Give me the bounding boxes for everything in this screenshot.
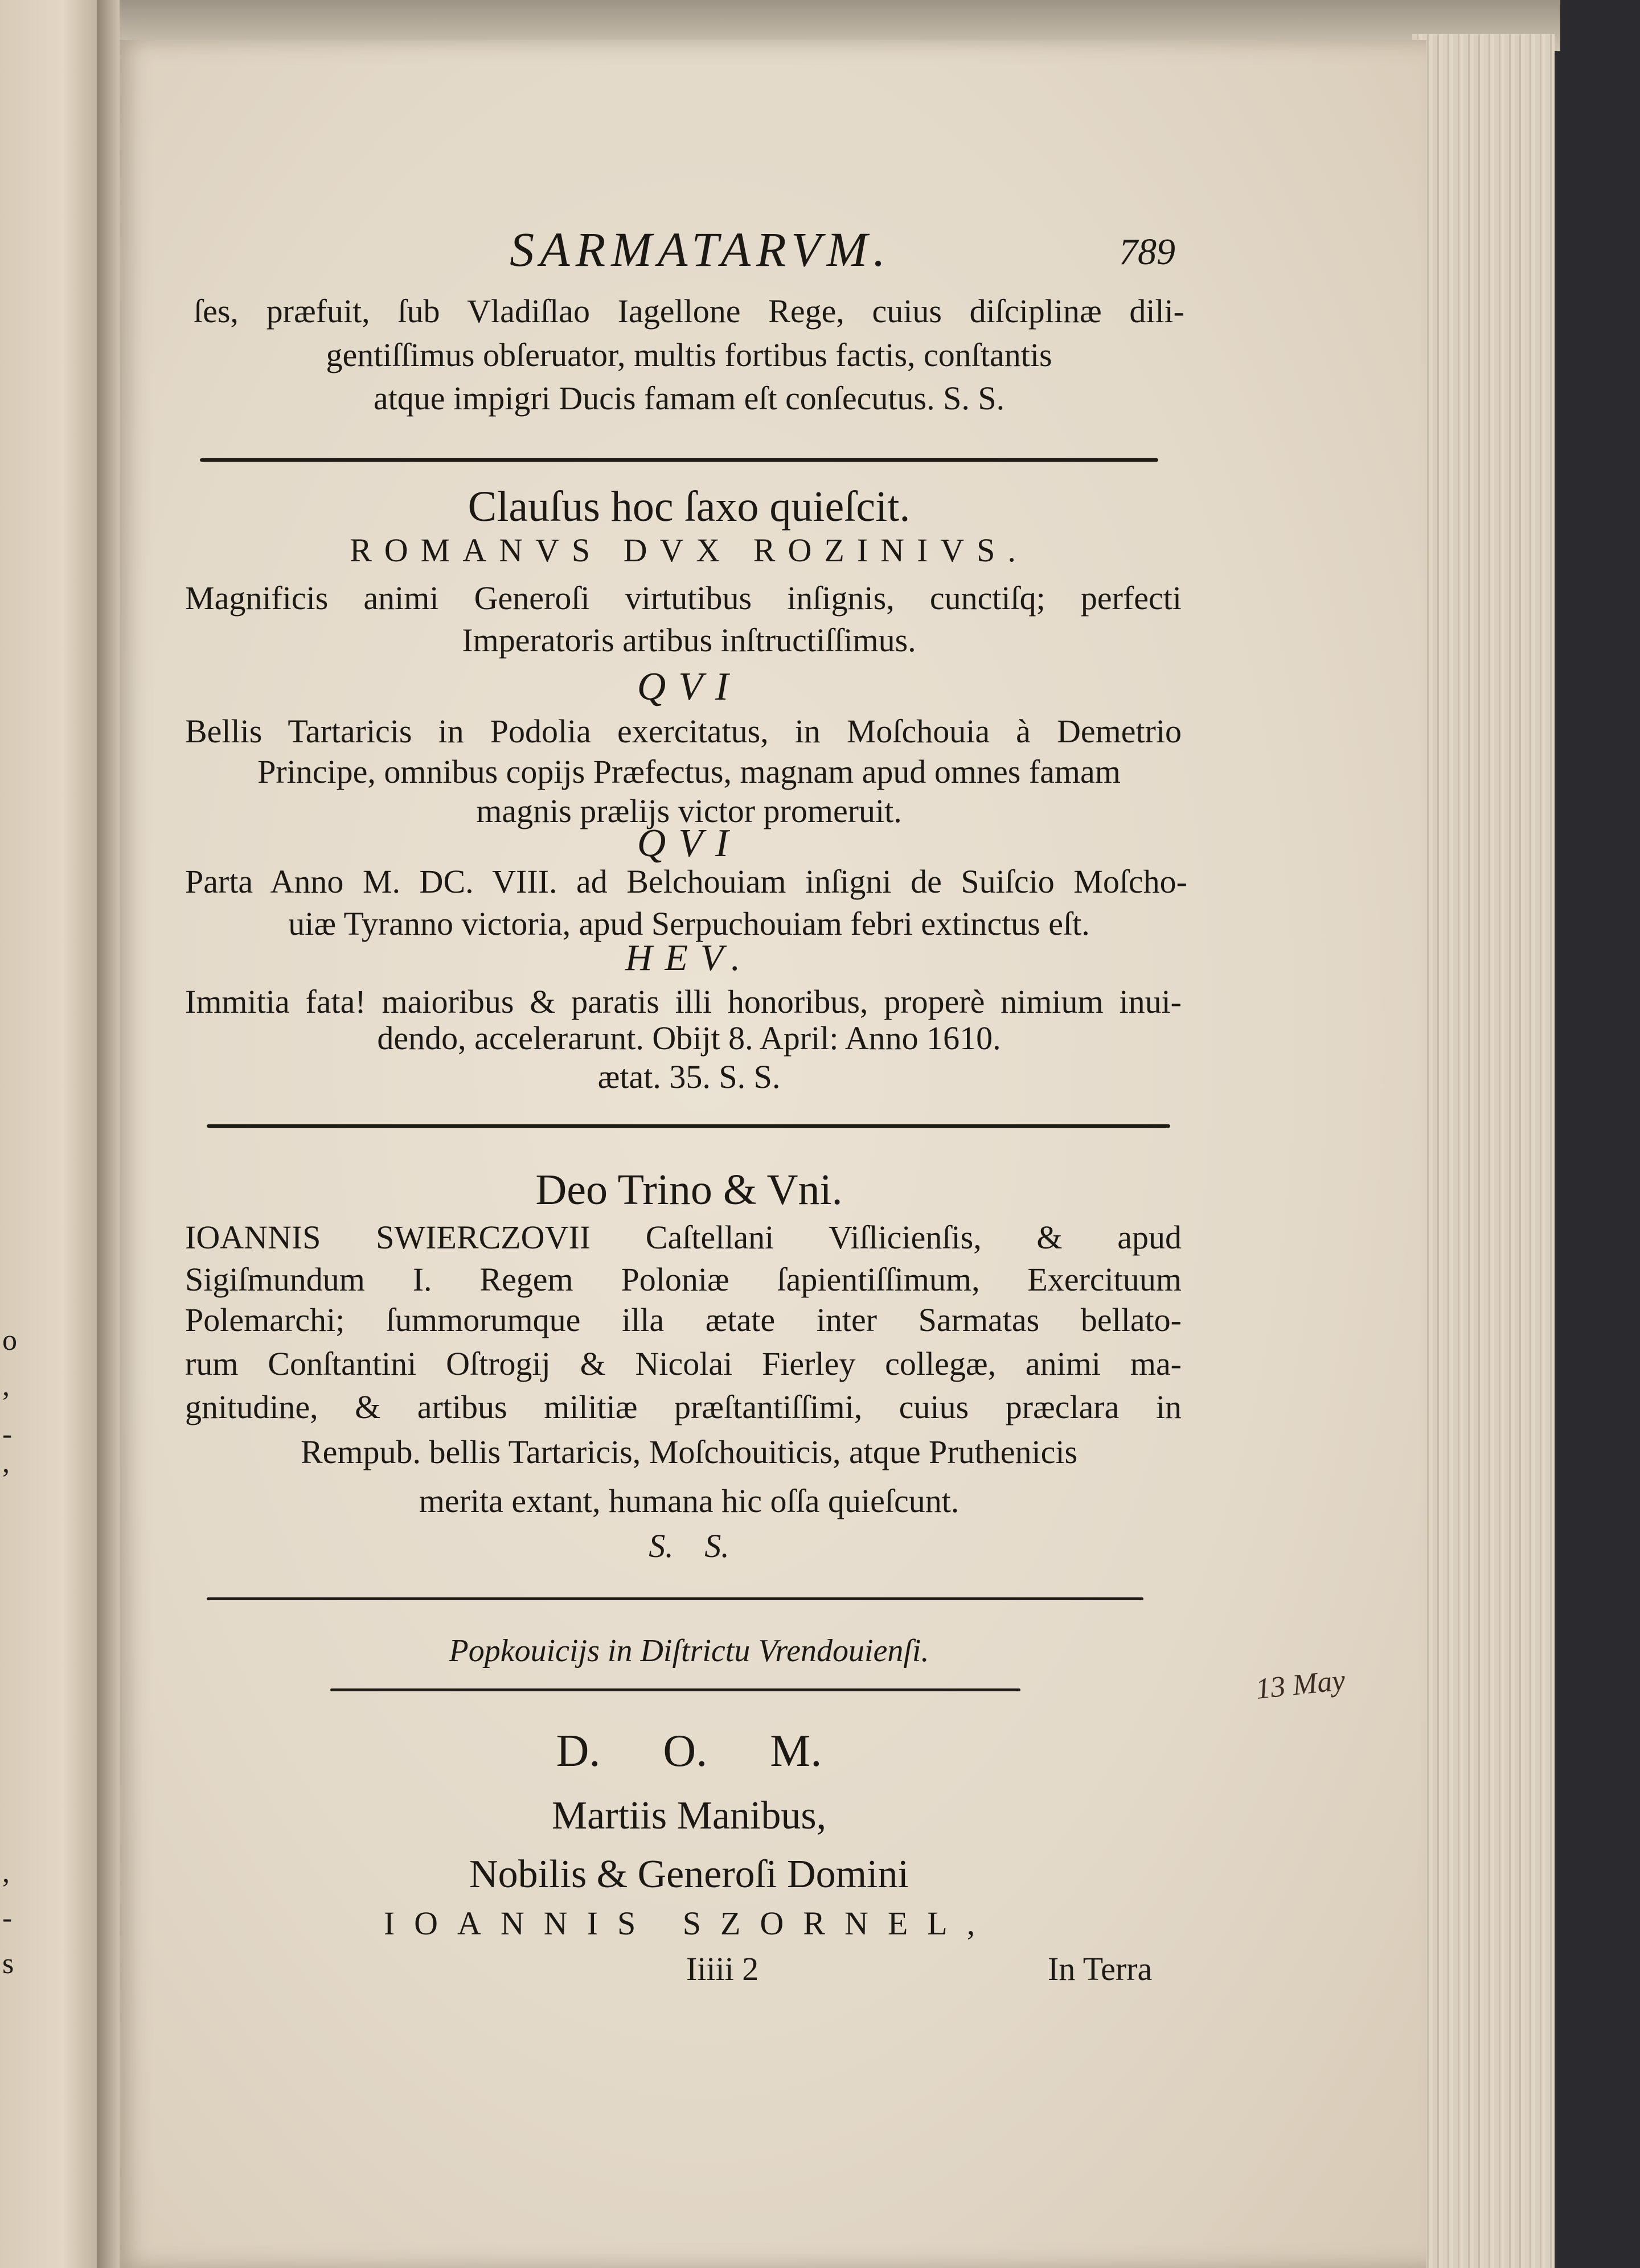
epitaph-name: ROMANVS DVX ROZINIVS. xyxy=(350,532,1028,569)
text-line: Martiis Manibus, xyxy=(551,1794,827,1838)
text-line: rum Conſtantini Oſtrogij & Nicolai Fierley collegæ, animi ma- xyxy=(185,1345,1182,1382)
text-line: merita extant, humana hic oſſa quieſcunt. xyxy=(419,1482,960,1519)
text-line: Magnificis animi Generoſi virtutibus inſignis, cunctiſq; perfecti xyxy=(185,580,1182,617)
signature-mark: Iiiii 2 xyxy=(686,1950,759,1987)
section-divider xyxy=(207,1597,1143,1600)
dom-heading: D. O. M. xyxy=(556,1726,822,1776)
qui-heading: QVI xyxy=(637,821,741,865)
left-page-edge xyxy=(0,0,105,2268)
left-page-fragment: , xyxy=(2,1856,10,1889)
section-divider xyxy=(330,1688,1020,1691)
text-line: Polemarchi; ſummorumque illa ætate inter Sarmatas bellato- xyxy=(185,1301,1182,1338)
qui-heading: QVI xyxy=(637,665,741,709)
left-page-fragment: - xyxy=(2,1902,13,1934)
running-title: SARMATARVM. xyxy=(510,222,891,277)
location-heading: Popkouicijs in Diſtrictu Vrendouienſi. xyxy=(449,1633,929,1669)
text-line: Principe, omnibus copijs Præfectus, magnam apud omnes famam xyxy=(257,753,1121,790)
left-page-fragment: s xyxy=(2,1947,14,1980)
page-number: 789 xyxy=(1119,231,1175,273)
text-line: Imperatoris artibus inſtructiſſimus. xyxy=(462,622,916,659)
left-page-fragment: , xyxy=(2,1447,10,1479)
epitaph-title: Deo Trino & Vni. xyxy=(535,1166,843,1214)
text-line: Nobilis & Generoſi Domini xyxy=(469,1852,909,1896)
text-line: ſes, præfuit, ſub Vladiſlao Iagellone Rege, cuius diſciplinæ dili- xyxy=(194,293,1184,330)
text-line: Sigiſmundum I. Regem Poloniæ ſapientiſſimum, Exercituum xyxy=(185,1261,1182,1298)
closing-ss: S. S. xyxy=(649,1527,729,1564)
text-line: IOANNIS SZORNEL, xyxy=(383,1905,995,1942)
text-line: Parta Anno M. DC. VIII. ad Belchouiam inſigni de Suiſcio Moſcho- xyxy=(185,863,1187,900)
left-page-fragment: o xyxy=(2,1324,17,1357)
epitaph-title: Clauſus hoc ſaxo quieſcit. xyxy=(468,483,911,531)
text-line: Bellis Tartaricis in Podolia exercitatus, in Moſchouia à Demetrio xyxy=(185,713,1182,750)
text-line: gnitudine, & artibus militiæ præſtantiſſimi, cuius præclara in xyxy=(185,1388,1182,1425)
text-line: atque impigri Ducis famam eſt conſecutus. S. S. xyxy=(373,380,1005,417)
page-edges xyxy=(1412,34,1555,2268)
text-line: dendo, accelerarunt. Obijt 8. April: Anno 1610. xyxy=(377,1020,1001,1057)
left-page-fragment: , xyxy=(2,1370,10,1402)
left-page-fragment: - xyxy=(2,1418,13,1451)
heu-heading: HEV. xyxy=(625,937,753,979)
text-line: IOANNIS SWIERCZOVII Caſtellani Viſlicienſis, & apud xyxy=(185,1219,1182,1256)
text-line: uiæ Tyranno victoria, apud Serpuchouiam febri extinctus eſt. xyxy=(288,905,1090,942)
text-line: Rempub. bellis Tartaricis, Moſchouiticis, atque Pruthenicis xyxy=(300,1433,1078,1470)
catchword: In Terra xyxy=(1048,1950,1153,1987)
text-line: ætat. 35. S. S. xyxy=(597,1058,781,1095)
handwritten-margin-note: 13 May xyxy=(1254,1663,1347,1706)
section-divider xyxy=(200,458,1158,462)
text-line: Immitia fata! maioribus & paratis illi honoribus, properè nimium inui- xyxy=(185,983,1182,1020)
section-divider xyxy=(207,1124,1170,1128)
text-line: magnis prælijs victor promeruit. xyxy=(476,792,902,829)
text-line: gentiſſimus obſeruator, multis fortibus factis, conſtantis xyxy=(326,336,1052,373)
book-gutter xyxy=(97,0,120,2268)
